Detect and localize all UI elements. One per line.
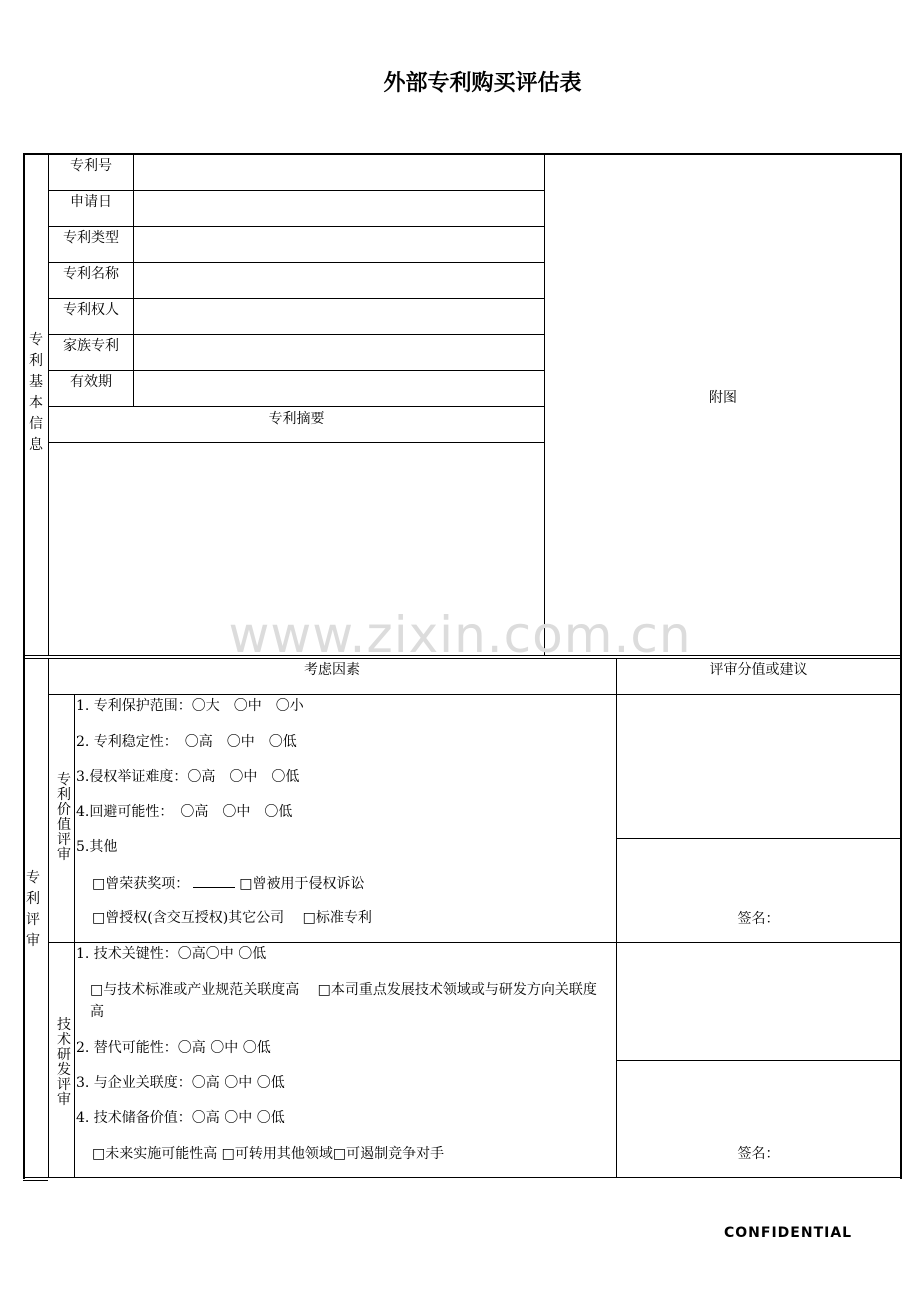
field-label-patentee: 专利权人 xyxy=(63,302,119,318)
page-title: 外部专利购买评估表 xyxy=(383,70,582,96)
tech-signature-label: 签名： xyxy=(737,1146,780,1162)
abstract-label: 专利摘要 xyxy=(268,411,325,427)
value-review-label: 专利价值评审 xyxy=(57,772,71,863)
tech-item-options[interactable]: □未来实施可能性高 □可转用其他领域□可遏制竞争对手 xyxy=(92,1146,445,1162)
value-item-other: 5.其他 xyxy=(76,839,118,855)
patent-type-field[interactable] xyxy=(134,227,544,262)
field-label-patent-type: 专利类型 xyxy=(63,230,119,246)
value-score-field[interactable] xyxy=(617,695,900,838)
patent-number-field[interactable] xyxy=(134,155,544,190)
family-patent-field[interactable] xyxy=(134,335,544,370)
basic-info-section-label: 专利基本信息 xyxy=(29,332,43,453)
value-other-license-row[interactable]: □曾授权(含交互授权)其它公司 □标准专利 xyxy=(92,910,372,926)
value-other-awards-row[interactable] xyxy=(92,875,364,892)
value-item-protection-scope[interactable]: 1. 专利保护范围：〇大 〇中 〇小 xyxy=(76,698,304,714)
tech-item-criticality[interactable]: 1. 技术关键性：〇高〇中 〇低 xyxy=(76,946,267,962)
application-date-field[interactable] xyxy=(134,191,544,226)
tech-item-substitutability[interactable]: 2. 替代可能性：〇高 〇中 〇低 xyxy=(76,1040,271,1056)
field-label-family-patent: 家族专利 xyxy=(63,338,119,354)
value-signature-label: 签名： xyxy=(737,911,780,927)
value-item-stability[interactable]: 2. 专利稳定性： 〇高 〇中 〇低 xyxy=(76,734,297,750)
validity-field[interactable] xyxy=(134,371,544,406)
award-blank-field[interactable] xyxy=(193,875,235,888)
tech-item-reserve-value[interactable]: 4. 技术储备价值：〇高 〇中 〇低 xyxy=(76,1110,285,1126)
figure-area[interactable] xyxy=(545,155,900,655)
field-label-patent-name: 专利名称 xyxy=(63,266,119,282)
tech-item-standard-relevance-cont: 高 xyxy=(90,1004,104,1020)
factors-header: 考虑因素 xyxy=(304,662,360,678)
patent-name-field[interactable] xyxy=(134,263,544,298)
value-item-avoidance[interactable]: 4.回避可能性： 〇高 〇中 〇低 xyxy=(76,804,293,820)
review-section-label: 专利评审 xyxy=(26,870,40,949)
tech-review-label: 技术研发评审 xyxy=(57,1017,71,1108)
score-header: 评审分值或建议 xyxy=(709,662,808,678)
confidential-footer: CONFIDENTIAL xyxy=(724,1225,853,1241)
tech-score-field[interactable] xyxy=(617,943,900,1060)
field-label-validity: 有效期 xyxy=(70,374,112,390)
value-item-infringement-proof[interactable]: 3.侵权举证难度：〇高 〇中 〇低 xyxy=(76,769,300,785)
litigation-checkbox-label[interactable]: □曾被用于侵权诉讼 xyxy=(239,876,365,892)
award-checkbox-label[interactable]: □曾荣获奖项： xyxy=(92,876,190,892)
field-label-patent-number: 专利号 xyxy=(70,158,112,174)
watermark: www.zixin.com.cn xyxy=(228,606,692,664)
tech-item-standard-relevance[interactable]: □与技术标准或产业规范关联度高 □本司重点发展技术领域或与研发方向关联度 xyxy=(90,982,597,998)
patentee-field[interactable] xyxy=(134,299,544,334)
tech-item-company-relevance[interactable]: 3. 与企业关联度：〇高 〇中 〇低 xyxy=(76,1075,285,1091)
figure-label: 附图 xyxy=(709,390,737,406)
field-label-application-date: 申请日 xyxy=(70,194,112,210)
